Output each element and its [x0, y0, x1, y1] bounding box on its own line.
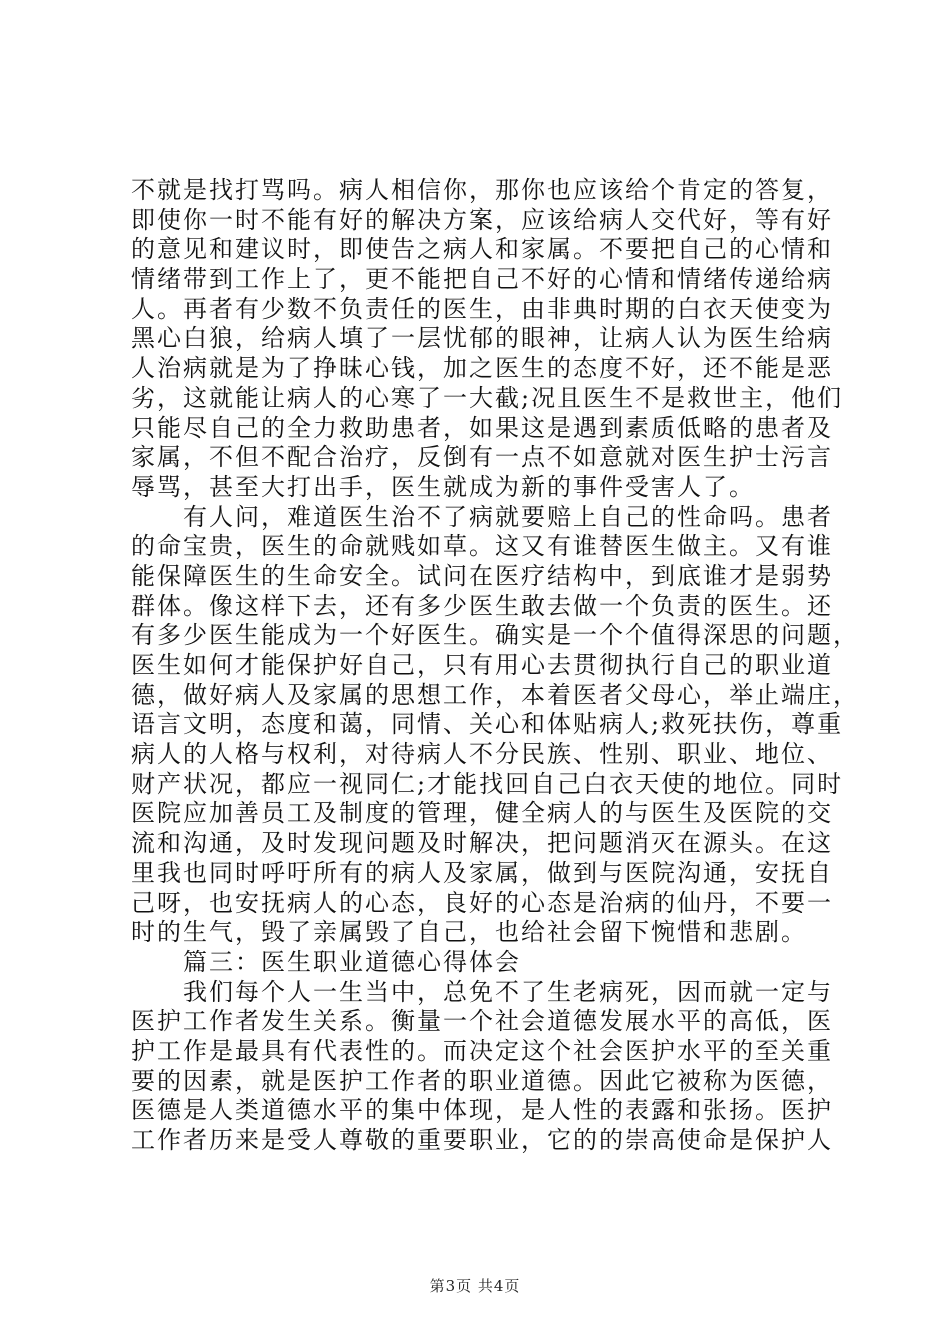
text-line: 要的因素，就是医护工作者的职业道德。因此它被称为医德， [131, 1066, 833, 1095]
paragraph-start-line: 我们每个人一生当中，总免不了生老病死，因而就一定与 [183, 977, 833, 1006]
text-line: 情绪带到工作上了，更不能把自己不好的心情和情绪传递给病 [131, 265, 833, 294]
text-line: 黑心白狼，给病人填了一层忧郁的眼神，让病人认为医生给病 [131, 324, 833, 353]
text-line: 辱骂，甚至大打出手，医生就成为新的事件受害人了。 [131, 472, 755, 501]
text-line: 即使你一时不能有好的解决方案，应该给病人交代好，等有好 [131, 205, 833, 234]
page-footer: 第3页 共4页 [429, 1277, 521, 1295]
text-line: 的意见和建议时，即使告之病人和家属。不要把自己的心情和 [131, 235, 833, 264]
paragraph-start-line: 有人问，难道医生治不了病就要赔上自己的性命吗。患者 [183, 502, 833, 531]
body-text [131, 176, 859, 1156]
text-line: 己呀，也安抚病人的心态，良好的心态是治病的仙丹，不要一 [131, 888, 833, 917]
text-line: 里我也同时呼吁所有的病人及家属，做到与医院沟通，安抚自 [131, 858, 833, 887]
text-line: 工作者历来是受人尊敬的重要职业，它的的崇高使命是保护人 [131, 1126, 833, 1154]
text-line: 医护工作者发生关系。衡量一个社会道德发展水平的高低，医 [131, 1007, 833, 1036]
section-heading: 篇三：医生职业道德心得体会 [183, 947, 521, 976]
text-line: 时的生气，毁了亲属毁了自己，也给社会留下惋惜和悲剧。 [131, 918, 807, 947]
text-line: 护工作是最具有代表性的。而决定这个社会医护水平的至关重 [131, 1036, 833, 1065]
text-line: 劣，这就能让病人的心寒了一大截;况且医生不是救世主，他们 [131, 383, 844, 412]
text-line: 能保障医生的生命安全。试问在医疗结构中，到底谁才是弱势 [131, 561, 833, 590]
text-line: 医院应加善员工及制度的管理，健全病人的与医生及医院的交 [131, 799, 833, 828]
text-line: 只能尽自己的全力救助患者，如果这是遇到素质低略的患者及 [131, 413, 833, 442]
text-line: 不就是找打骂吗。病人相信你，那你也应该给个肯定的答复， [131, 176, 833, 204]
text-line: 家属，不但不配合治疗，反倒有一点不如意就对医生护士污言 [131, 443, 833, 472]
text-line: 财产状况，都应一视同仁;才能找回自己白衣天使的地位。同时 [131, 769, 844, 798]
text-line: 德，做好病人及家属的思想工作，本着医者父母心，举止端庄， [131, 680, 859, 709]
text-line: 流和沟通，及时发现问题及时解决，把问题消灭在源头。在这 [131, 829, 833, 858]
text-line: 的命宝贵，医生的命就贱如草。这又有谁替医生做主。又有谁 [131, 532, 833, 561]
text-line: 群体。像这样下去，还有多少医生敢去做一个负责的医生。还 [131, 591, 833, 620]
text-line: 语言文明，态度和蔼，同情、关心和体贴病人;救死扶伤，尊重 [131, 710, 844, 739]
text-line: 人治病就是为了挣昧心钱，加之医生的态度不好，还不能是恶 [131, 354, 833, 383]
text-line: 医德是人类道德水平的集中体现，是人性的表露和张扬。医护 [131, 1096, 833, 1125]
text-line: 人。再者有少数不负责任的医生，由非典时期的白衣天使变为 [131, 294, 833, 323]
text-line: 医生如何才能保护好自己，只有用心去贯彻执行自己的职业道 [131, 651, 833, 679]
text-line: 病人的人格与权利，对待病人不分民族、性别、职业、地位、 [131, 740, 833, 769]
text-line: 有多少医生能成为一个好医生。确实是一个个值得深思的问题， [131, 621, 859, 650]
